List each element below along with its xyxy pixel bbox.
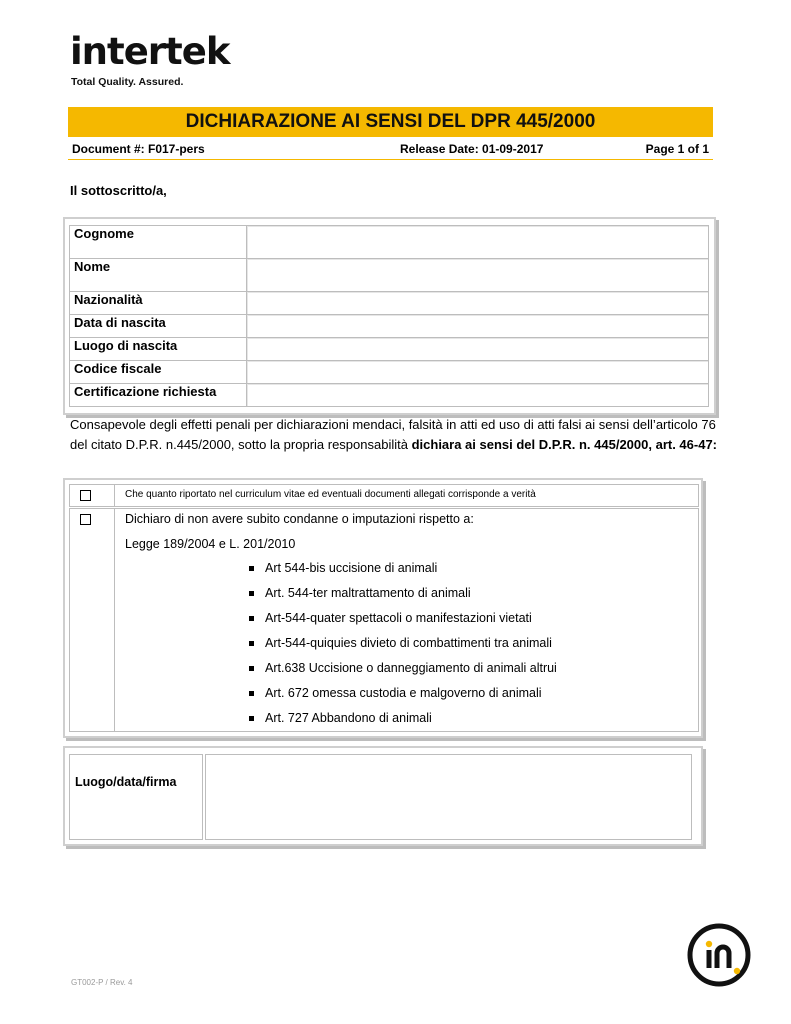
field-label: Nazionalità	[70, 292, 247, 315]
list-item	[125, 635, 557, 660]
field-label: Nome	[70, 259, 247, 292]
declaration-2-text: Dichiaro di non avere subito condanne o imputazioni rispetto a:	[125, 512, 474, 526]
field-label: Data di nascita	[70, 315, 247, 338]
article-text: Art 544-bis uccisione di animali	[265, 561, 438, 575]
law-reference: Legge 189/2004 e L. 201/2010	[125, 537, 296, 551]
bullet-icon	[249, 691, 254, 696]
bullet-icon	[249, 616, 254, 621]
field-row-luogo-nascita	[70, 338, 709, 361]
page-number: Page 1 of 1	[645, 142, 709, 156]
article-text: Art-544-quater spettacoli o manifestazioni vietati	[265, 611, 532, 625]
title-band	[68, 107, 713, 137]
field-row-codice-fiscale	[70, 361, 709, 384]
document-title: DICHIARAZIONE AI SENSI DEL DPR 445/2000	[185, 111, 596, 132]
bullet-icon	[249, 641, 254, 646]
field-row-nome	[70, 259, 709, 292]
field-row-data-nascita	[70, 315, 709, 338]
document-meta-row	[68, 141, 713, 160]
intertek-logo: intertek	[70, 30, 230, 73]
footer-revision: GT002-P / Rev. 4	[71, 978, 133, 987]
article-text: Art. 672 omessa custodia e malgoverno di animali	[265, 686, 542, 700]
intro-text: Il sottoscritto/a,	[70, 183, 167, 198]
document-number: Document #: F017-pers	[72, 142, 205, 156]
checkbox-cell	[70, 509, 115, 731]
field-row-nazionalita	[70, 292, 709, 315]
bullet-icon	[249, 666, 254, 671]
certificazione-field[interactable]	[247, 384, 709, 407]
paragraph-text: Consapevole degli effetti penali per dichiarazioni mendaci, falsità in atti ed uso di atti falsi ai sensi dell’articolo 76 del citato D.P.R. n.445/2000, sotto la propria responsabilità	[70, 417, 716, 452]
field-label: Codice fiscale	[70, 361, 247, 384]
release-date: Release Date: 01-09-2017	[400, 142, 544, 156]
bullet-icon	[249, 591, 254, 596]
field-label: Certificazione richiesta	[70, 384, 247, 407]
declaration-row-2	[69, 508, 699, 732]
declaration-1-text: Che quanto riportato nel curriculum vitae ed eventuali documenti allegati corrisponde a verità	[125, 489, 536, 500]
signature-table	[63, 746, 703, 846]
intertek-in-logo-icon	[686, 922, 752, 988]
article-text: Art.638 Uccisione o danneggiamento di animali altrui	[265, 661, 557, 675]
list-item	[125, 685, 557, 710]
checkbox-cell	[70, 485, 115, 506]
declaration-row-1	[69, 484, 699, 507]
nome-field[interactable]	[247, 259, 709, 292]
logo-tagline: Total Quality. Assured.	[71, 76, 184, 88]
paragraph-bold-text: dichiara ai sensi del D.P.R. n. 445/2000, art. 46-47:	[411, 436, 718, 452]
nazionalita-field[interactable]	[247, 292, 709, 315]
articles-list	[125, 560, 557, 735]
list-item	[125, 660, 557, 685]
declarations-table	[63, 478, 703, 738]
list-item	[125, 710, 557, 735]
field-row-cognome	[70, 226, 709, 259]
cognome-field[interactable]	[247, 226, 709, 259]
list-item	[125, 610, 557, 635]
bullet-icon	[249, 716, 254, 721]
data-nascita-field[interactable]	[247, 315, 709, 338]
luogo-nascita-field[interactable]	[247, 338, 709, 361]
article-text: Art. 727 Abbandono di animali	[265, 711, 432, 725]
field-row-certificazione	[70, 384, 709, 407]
declaration-1-checkbox[interactable]	[80, 490, 91, 501]
article-text: Art. 544-ter maltrattamento di animali	[265, 586, 471, 600]
signature-field[interactable]	[205, 754, 692, 840]
signature-label: Luogo/data/firma	[75, 775, 177, 789]
list-item	[125, 585, 557, 610]
declaration-paragraph	[70, 415, 720, 454]
codice-fiscale-field[interactable]	[247, 361, 709, 384]
personal-data-table	[63, 217, 716, 415]
field-label: Cognome	[70, 226, 247, 259]
article-text: Art-544-quiquies divieto di combattimenti tra animali	[265, 636, 552, 650]
signature-label-cell	[69, 754, 203, 840]
declaration-2-checkbox[interactable]	[80, 514, 91, 525]
list-item	[125, 560, 557, 585]
bullet-icon	[249, 566, 254, 571]
field-label: Luogo di nascita	[70, 338, 247, 361]
